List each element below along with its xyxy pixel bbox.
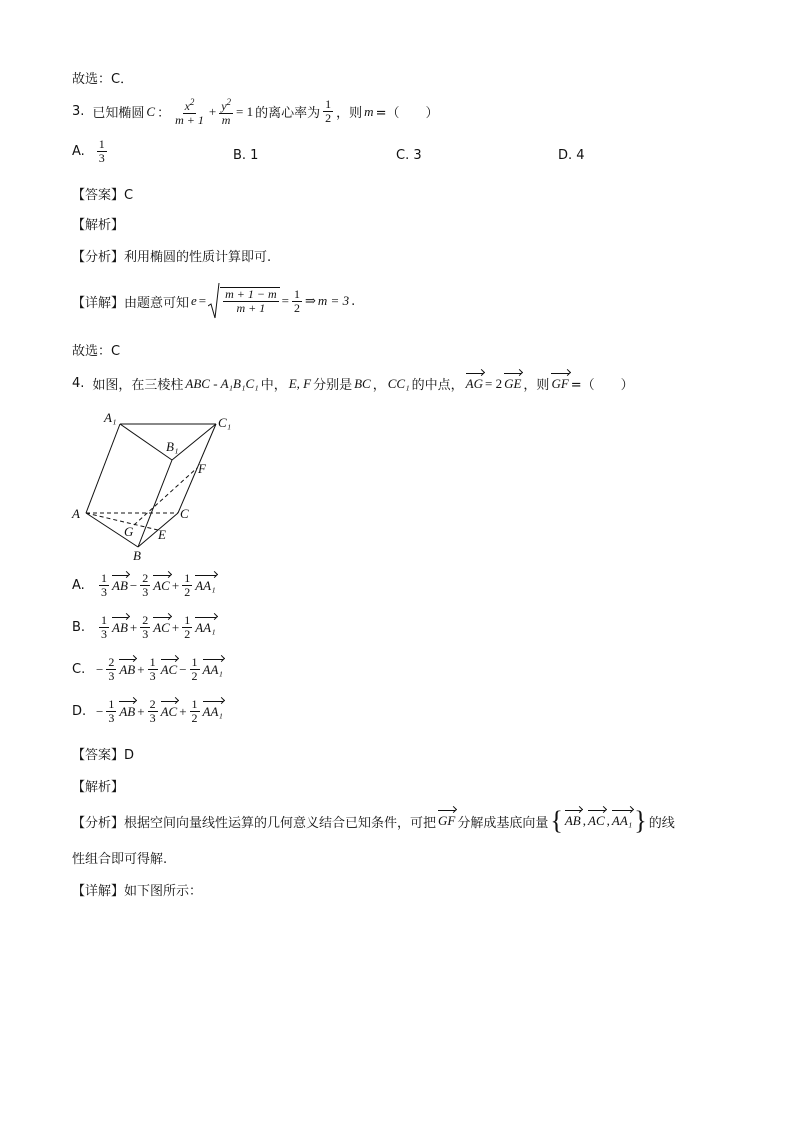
result-fraction <box>292 288 302 315</box>
solution-label: 【详解】由题意可知 <box>72 295 190 311</box>
question-text: 如图，在三棱柱 <box>92 378 184 393</box>
coefficient <box>148 656 158 683</box>
vector-ab: AB <box>112 577 128 593</box>
denominator: 2 <box>184 627 191 641</box>
q4-solution-label: 【详解】如下图所示： <box>72 884 203 899</box>
y-var: y <box>221 99 227 113</box>
q4-analysis-label: 【解析】 <box>72 780 125 795</box>
label-b1: B₁ <box>166 439 179 454</box>
coefficient <box>99 572 109 599</box>
label-a1: A₁ <box>104 410 117 425</box>
denominator: 3 <box>108 711 115 725</box>
label-f: F <box>198 461 206 476</box>
numerator: 2 <box>142 613 149 627</box>
option-a <box>72 138 108 165</box>
question-4-stem <box>72 374 634 393</box>
edge-aa1 <box>86 424 120 513</box>
denominator: 2 <box>325 111 332 125</box>
q4-option-b <box>72 614 216 641</box>
analysis-text: 【分析】根据空间向量线性运算的几何意义结合已知条件，可把 <box>72 815 437 831</box>
option-fraction <box>97 138 107 165</box>
sign: − <box>179 661 187 677</box>
denominator: 3 <box>142 585 149 599</box>
e-var: e <box>191 293 197 308</box>
numerator: 1 <box>325 97 332 111</box>
prism-figure <box>66 408 246 568</box>
prism-name: ABC - A₁B₁C₁ <box>185 375 259 391</box>
denominator: 3 <box>108 669 115 683</box>
numerator: 2 <box>108 655 115 669</box>
question-text: 分别是 <box>313 378 353 393</box>
sign: + <box>129 619 138 635</box>
segment-cc1: CC₁ <box>387 375 410 391</box>
option-label: B. <box>72 620 86 635</box>
sign: + <box>171 619 180 635</box>
label-e: E <box>158 527 166 542</box>
vector-ag: AG <box>465 375 483 391</box>
equals-one: = 1 <box>236 103 254 119</box>
question-number: 4. <box>72 376 85 391</box>
denominator: 3 <box>98 151 105 165</box>
denominator: 3 <box>101 585 107 599</box>
vector-aa1: AA₁ <box>195 619 216 635</box>
period: . <box>351 293 356 309</box>
coefficient <box>140 614 150 641</box>
vector-aa1: AA₁ <box>202 661 223 677</box>
x-var: x <box>184 99 190 113</box>
analysis-label: 【解析】 <box>72 218 125 233</box>
vector-ab: AB <box>119 661 136 677</box>
numerator: 1 <box>101 571 107 585</box>
numerator: m + 1 − m <box>225 287 277 301</box>
sign: + <box>137 661 145 677</box>
vector-gf: GF <box>438 813 456 828</box>
denominator: 3 <box>101 627 107 641</box>
vector-ge: GE <box>504 375 522 391</box>
numerator: 1 <box>294 286 301 301</box>
comma: ， <box>372 378 386 393</box>
equals: = <box>198 293 207 308</box>
points-ef: E, F <box>288 375 312 391</box>
denominator: 2 <box>184 585 191 599</box>
denominator: m + 1 <box>175 113 204 127</box>
numerator: 1 <box>191 655 198 669</box>
coefficient <box>182 614 192 641</box>
implies: ⇒ <box>305 293 316 308</box>
edge-b1c1 <box>172 424 216 460</box>
denominator: 2 <box>191 711 198 725</box>
edge-bb1 <box>138 460 172 547</box>
q4-option-a <box>72 572 216 599</box>
option-d: D. 4 <box>558 148 585 163</box>
label-c: C <box>180 506 189 521</box>
numerator: 1 <box>191 697 198 711</box>
analysis-text: 【分析】利用椭圆的性质计算即可. <box>72 250 272 265</box>
ellipse-name: C <box>146 103 156 119</box>
analysis-text: 的线 <box>648 815 675 831</box>
vector-ac: AC <box>153 577 170 593</box>
numerator: 2 <box>149 697 156 711</box>
vector-ac: AC <box>160 703 178 719</box>
vector-ac: AC <box>153 619 170 635</box>
equals-two: = 2 <box>484 375 503 391</box>
answer-blank: =（ ） <box>570 378 634 393</box>
q4-analysis-continued: 性组合即可得解. <box>72 852 168 867</box>
denominator: 3 <box>149 711 156 725</box>
option-b: B. 1 <box>233 148 259 163</box>
denominator: m + 1 <box>236 301 266 315</box>
coefficient <box>99 614 109 641</box>
numerator: 2 <box>142 571 149 585</box>
vector-ab: AB <box>119 703 136 719</box>
coefficient <box>106 656 116 683</box>
square-root <box>208 282 280 320</box>
radicand-fraction <box>223 288 279 315</box>
denominator: m <box>221 113 231 127</box>
q4-analysis-text: 【分析】根据空间向量线性运算的几何意义结合已知条件，可把 GF 分解成基底向量 { AB , AC , AA₁ } 的线 <box>72 806 675 835</box>
numerator: 1 <box>184 571 191 585</box>
question-3-stem: 3. 已知椭圆 C ： $\frac{x^2}{m + 1}$ + $\frac{y^2}{m}$ = 1 的离心率为 $\frac{1}{2}$ ，则 m =（ ） <box>72 97 439 127</box>
fraction-x2: $\frac{x^2}{m + 1}$ <box>175 97 204 127</box>
vector-ab: AB <box>112 619 128 635</box>
option-label: A. <box>72 144 85 159</box>
equals: = <box>281 293 290 308</box>
previous-conclusion: 故选：C． <box>72 72 134 87</box>
q3-conclusion: 故选：C <box>72 344 121 359</box>
label-b: B <box>133 548 141 563</box>
option-c: C. 3 <box>396 148 422 163</box>
option-label: D. <box>72 704 87 719</box>
numerator: 1 <box>108 697 115 711</box>
segment-bc: BC <box>354 375 371 391</box>
question-text: 的离心率为 <box>255 106 321 121</box>
question-text: 已知椭圆 <box>92 106 145 121</box>
fraction-y2: $\frac{y^2}{m}$ <box>221 97 232 127</box>
q4-option-d <box>72 698 223 725</box>
vector-aa1: AA₁ <box>195 577 216 593</box>
analysis-text: 分解成基底向量 <box>457 815 549 831</box>
coefficient <box>182 572 192 599</box>
coefficient <box>140 572 150 599</box>
vector-ac: AC <box>588 813 605 828</box>
vector-ab: AB <box>564 813 581 828</box>
vector-aa1: AA₁ <box>611 813 633 828</box>
colon: ： <box>157 106 171 121</box>
numerator: 1 <box>101 613 107 627</box>
segment-ae <box>86 513 158 530</box>
coefficient <box>148 698 158 725</box>
label-c1: C₁ <box>218 415 232 430</box>
q4-answer-label: 【答案】D <box>72 748 135 763</box>
detailed-solution <box>72 282 355 320</box>
sign: + <box>137 703 145 719</box>
m-var: m <box>364 103 374 119</box>
edge-a1b1 <box>120 424 172 460</box>
numerator: 1 <box>149 655 156 669</box>
coefficient <box>190 656 200 683</box>
answer-label: 【答案】C <box>72 188 134 203</box>
sign: + <box>179 703 187 719</box>
answer-blank: =（ ） <box>375 106 439 121</box>
sign: − <box>129 577 138 593</box>
sign: + <box>171 577 180 593</box>
sign: − <box>96 703 104 719</box>
numerator: 1 <box>184 613 191 627</box>
result: m = 3 <box>317 293 350 308</box>
question-text: 中， <box>260 378 287 393</box>
numerator: 1 <box>98 137 105 151</box>
q4-option-c <box>72 656 223 683</box>
option-label: C. <box>72 662 86 677</box>
coefficient <box>190 698 200 725</box>
option-label: A. <box>72 578 85 593</box>
vector-ac: AC <box>160 661 178 677</box>
question-text: 的中点， <box>411 378 464 393</box>
question-number: 3. <box>72 104 85 119</box>
denominator: 2 <box>191 669 198 683</box>
vector-gf: GF <box>551 375 569 391</box>
coefficient <box>106 698 116 725</box>
label-a: A <box>72 506 80 521</box>
question-text: ，则 <box>523 378 550 393</box>
question-text: ，则 <box>336 106 363 121</box>
label-g: G <box>124 524 134 539</box>
denominator: 2 <box>294 300 301 315</box>
denominator: 3 <box>142 627 149 641</box>
denominator: 3 <box>149 669 156 683</box>
sign: − <box>96 661 104 677</box>
vector-aa1: AA₁ <box>202 703 223 719</box>
eccentricity-fraction <box>323 98 333 125</box>
